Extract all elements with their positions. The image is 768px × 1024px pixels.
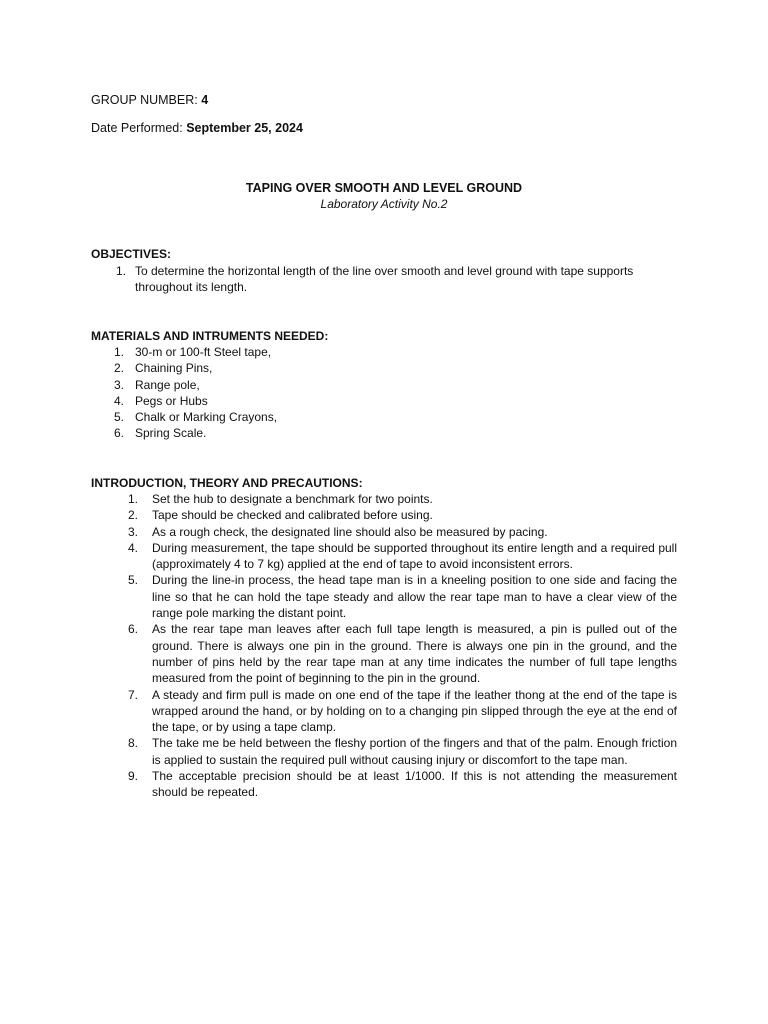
list-item-text: The take me be held between the fleshy portion of the fingers and that of the palm. Enough friction is applied to sustain the required pull without causing injury or discomfort to the tape man. bbox=[152, 736, 677, 767]
list-item-number: 2. bbox=[127, 508, 138, 523]
list-item-number: 9. bbox=[127, 769, 138, 784]
list-item bbox=[114, 344, 514, 360]
list-item-text: 30-m or 100-ft Steel tape, bbox=[135, 345, 272, 359]
list-item-number: 4. bbox=[127, 540, 138, 555]
list-item-text: To determine the horizontal length of the line over smooth and level ground with tape supports throughout its length. bbox=[135, 264, 634, 295]
document-subtitle: Laboratory Activity No.2 bbox=[320, 197, 448, 211]
objectives-list bbox=[112, 263, 678, 296]
objectives-heading: OBJECTIVES: bbox=[91, 247, 172, 261]
list-item bbox=[126, 507, 677, 523]
list-item-number: 6. bbox=[127, 622, 138, 637]
list-item bbox=[114, 393, 514, 409]
list-item-number: 3. bbox=[114, 377, 125, 392]
list-item-text: During measurement, the tape should be supported throughout its entire length and a required pull (approximately 4 to 7 kg) applied at the end of tape to avoid inconsistent errors. bbox=[152, 540, 677, 572]
list-item bbox=[126, 687, 677, 736]
list-item-text: During the line-in process, the head tape man is in a kneeling position to one side and facing the line so that he can hold the tape steady and allow the rear tape man to have a clear view of the range pole marking the distant point. bbox=[152, 573, 677, 621]
intro-list bbox=[126, 491, 677, 801]
list-item bbox=[112, 263, 678, 296]
document-title: TAPING OVER SMOOTH AND LEVEL GROUND bbox=[245, 181, 523, 195]
list-item-number: 1. bbox=[114, 345, 125, 359]
list-item-text: As a rough check, the designated line should also be measured by pacing. bbox=[152, 524, 548, 539]
list-item bbox=[114, 360, 514, 376]
materials-list bbox=[114, 344, 514, 442]
list-item-text: A steady and firm pull is made on one end of the tape if the leather thong at the end of the tape is wrapped around the hand, or by holding on to a changing pin slipped through the eye at the end of the tape, or by using a tape clamp. bbox=[152, 687, 677, 735]
title-block bbox=[0, 180, 768, 212]
list-item-number: 3. bbox=[127, 524, 138, 539]
list-item-text: Range pole, bbox=[135, 377, 200, 392]
list-item bbox=[126, 735, 677, 768]
list-item-number: 4. bbox=[114, 393, 125, 408]
date-performed-label: Date Performed: bbox=[91, 121, 187, 135]
list-item-number: 5. bbox=[127, 573, 138, 588]
list-item-text: The acceptable precision should be at least 1/1000. If this is not attending the measurement should be repeated. bbox=[152, 769, 677, 800]
materials-heading: MATERIALS AND INTRUMENTS NEEDED: bbox=[91, 329, 329, 343]
list-item-number: 2. bbox=[114, 361, 125, 376]
group-number-value: 4 bbox=[201, 93, 209, 107]
list-item bbox=[126, 524, 677, 540]
list-item-text: Set the hub to designate a benchmark for two points. bbox=[152, 492, 433, 506]
list-item-text: Tape should be checked and calibrated before using. bbox=[152, 508, 433, 523]
list-item-text: Pegs or Hubs bbox=[135, 393, 208, 408]
list-item bbox=[126, 572, 677, 621]
list-item bbox=[126, 621, 677, 686]
list-item-number: 8. bbox=[127, 736, 138, 751]
list-item bbox=[114, 425, 514, 441]
list-item bbox=[126, 491, 677, 507]
list-item-text: Spring Scale. bbox=[135, 426, 207, 441]
list-item-number: 6. bbox=[114, 426, 125, 441]
list-item-text: As the rear tape man leaves after each full tape length is measured, a pin is pulled out of the ground. There is always one pin in the ground. There is always one pin in the ground, and the number of pins held by the rear tape man at any time indicates the number of full tape lengths measured from the point of beginning to the pin in the ground. bbox=[152, 622, 677, 686]
list-item bbox=[114, 377, 514, 393]
list-item-number: 1. bbox=[115, 264, 126, 278]
group-number-label: GROUP NUMBER: bbox=[91, 93, 202, 107]
list-item-number: 5. bbox=[114, 410, 125, 425]
list-item-text: Chaining Pins, bbox=[135, 361, 213, 376]
date-performed-value: September 25, 2024 bbox=[186, 121, 303, 135]
list-item-number: 7. bbox=[127, 687, 138, 702]
list-item bbox=[126, 540, 677, 573]
list-item-text: Chalk or Marking Crayons, bbox=[135, 410, 278, 425]
list-item-number: 1. bbox=[127, 492, 138, 506]
intro-heading: INTRODUCTION, THEORY AND PRECAUTIONS: bbox=[91, 476, 363, 490]
list-item bbox=[114, 409, 514, 425]
date-performed-line bbox=[91, 120, 303, 136]
group-number-line bbox=[91, 92, 208, 108]
list-item bbox=[126, 768, 677, 801]
